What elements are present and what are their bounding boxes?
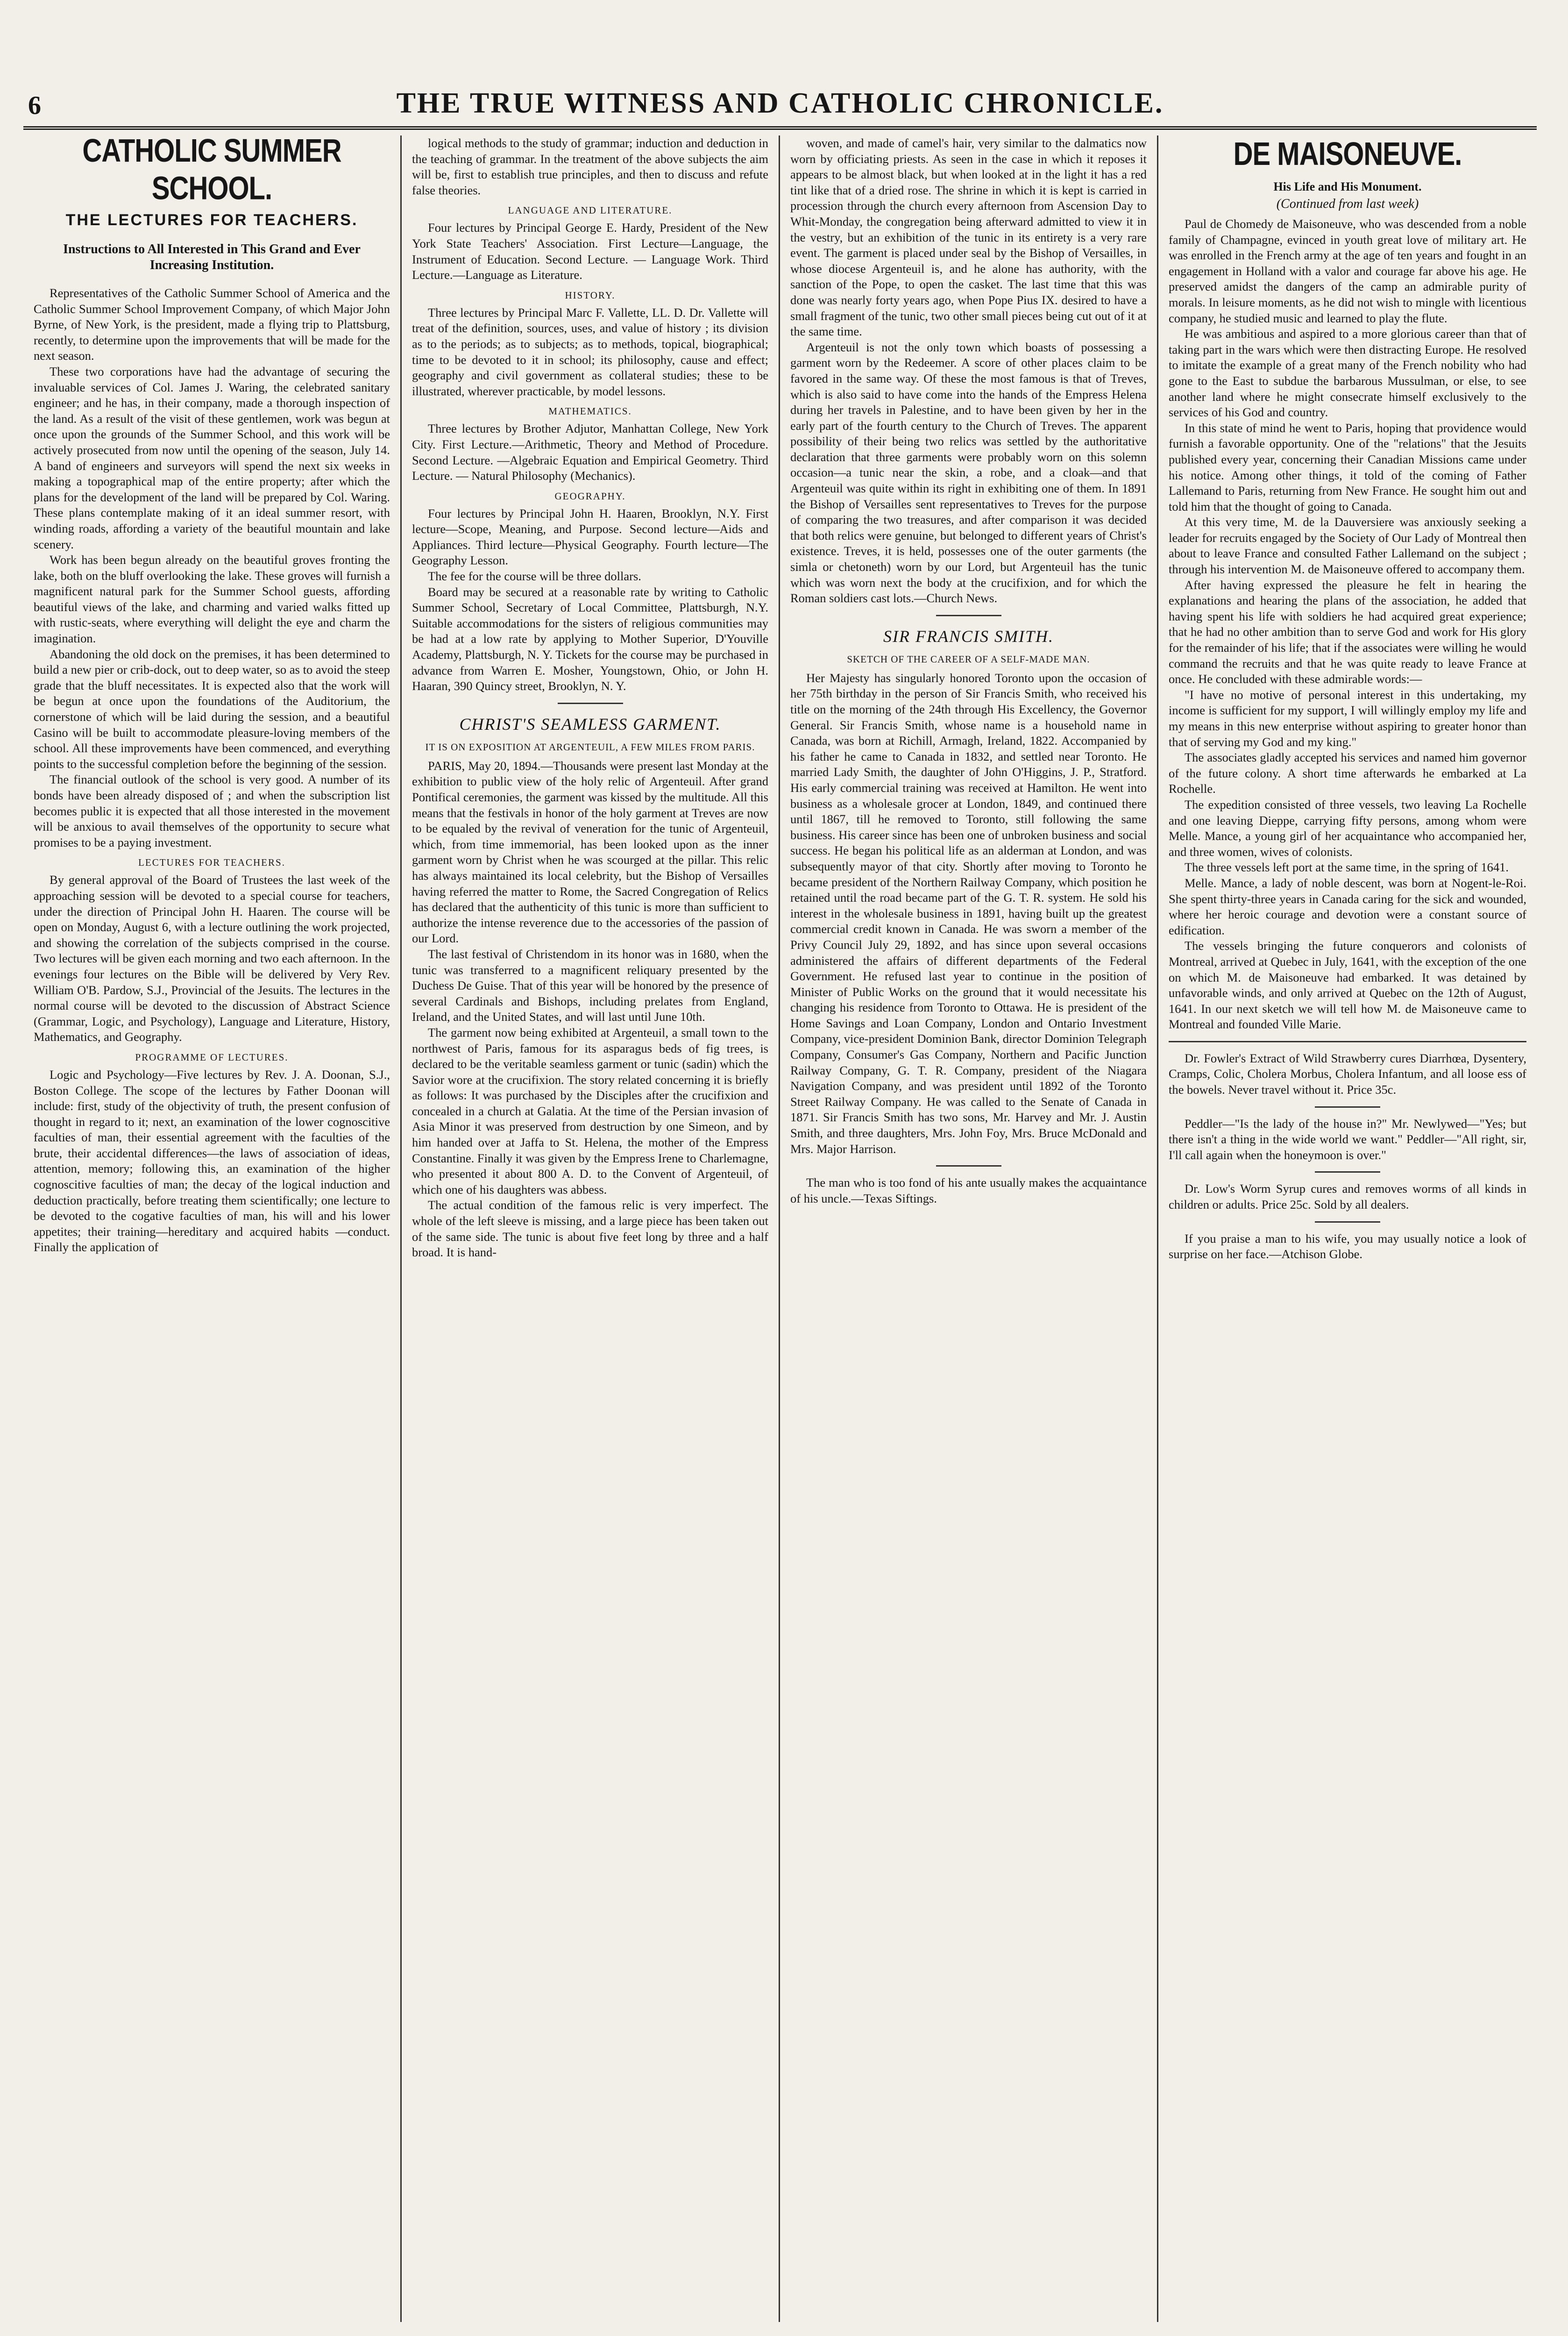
column-2 [402,135,780,2322]
paragraph: Paul de Chomedy de Maisoneuve, who was descended from a noble family of Champagne, evinced in youth great love of military art. He was enrolled in the French army at the age of ten years and fought in an engagement in Holland with a valor and courage far above his age. He preserved amidst the dangers of the camp an admirable purity of morals. In leisure moments, as he did not wish to mingle with licentious company, he studied music and learned to play the flute. [1169,217,1526,325]
masthead [23,70,1537,130]
section-heading: HISTORY. [565,289,616,301]
article-subhead: His Life and His Monument. [1273,180,1422,193]
paragraph: Board may be secured at a reasonable rate by writing to Catholic Summer School, Secretary of Local Committee, Plattsburgh, N.Y. Suitable accommodations for the sisters of religious communities may be had at a low rate by applying to Mother Superior, D'Youville Academy, Plattsburgh, N. Y. Tickets for the course may be purchased in advance from Warren E. Mosher, Youngstown, Ohio, or John H. Haaran, 390 Quincy street, Brooklyn, N. Y. [412,584,768,693]
page-number: 6 [28,91,41,120]
paragraph: By general approval of the Board of Trustees the last week of the approaching session will be devoted to a special course for teachers, under the direction of Principal John H. Haaren. The course will be open on Monday, August 6, with a lecture outlining the work projected, and showing the correlation of the subjects comprised in the course. Two lectures will be given each morning and two each afternoon. In the evenings four lectures on the Bible will be delivered by Very Rev. William O'B. Pardow, S.J., Provincial of the Jesuits. The lectures in the normal course will be devoted to the discussion of Abstract Science (Grammar, Logic, and Psychology), Language and Literature, History, Mathematics, and Geography. [34,873,390,1044]
paragraph: The garment now being exhibited at Argenteuil, a small town to the northwest of Paris, famous for its asparagus beds of fig trees, is declared to be the veritable seamless garment or tunic (sadin) which the Savior wore at the crucifixion. The story related concerning it is briefly as follows: It was purchased by the Disciples after the crucifixion and concealed in a church at Galatia. At the time of the Persian invasion of Asia Minor it was preserved from destruction by one Simeon, and by him handed over at Jaffa to St. Helena, the mother of the Empress Constantine. Finally it was given by the Empress Irene to Charlemagne, who presented it about 800 A. D. to the Convent of Argenteuil, of which one of his daughters was abbess. [412,1025,768,1196]
column-3 [780,135,1158,2322]
divider [1169,1041,1526,1042]
paragraph: The financial outlook of the school is very good. A number of its bonds have been already disposed of ; and when the subscription list becomes public it is expected that all those interested in the movement will be anxious to avail themselves of the opportunity to secure what promises to be a paying investment. [34,772,390,849]
paragraph: Work has been begun already on the beautiful groves fronting the lake, both on the bluff overlooking the lake. These groves will furnish a magnificent natural park for the Summer School guests, affording beautiful views of the lake, and charming and varied walks fitted up with rustic-seats, where everything will delight the eye and charm the imagination. [34,553,390,646]
paragraph: The three vessels left port at the same time, in the spring of 1641. [1185,860,1509,875]
paragraph: Three lectures by Brother Adjutor, Manhattan College, New York City. First Lecture.—Arithmetic, Theory and Method of Procedure. Second Lecture. —Algebraic Equation and Empirical Geometry. Third Lecture. — Natural Philosophy (Mechanics). [412,421,768,483]
paragraph: These two corporations have had the advantage of securing the invaluable services of Col. James J. Waring, the celebrated sanitary engineer; and he has, in their company, made a thorough inspection of the land. As a result of the visit of these gentlemen, work was begun at once upon the grounds of the Summer School, and this work will be actively prosecuted from now until the opening of the season, July 14. A band of engineers and surveyors will spend the next six weeks in making a topographical map of the entire property; after which the plans for the development of the land will be prepared by Col. Waring. These plans contemplate making of it an ideal summer resort, with winding roads, affording a variety of the beautiful mountain and lake scenery. [34,364,390,551]
paragraph: "I have no motive of personal interest in this undertaking, my income is sufficient for my support, I will willingly employ my life and my means in this new enterprise without aspiring to greater honor than that of serving my God and my king." [1169,687,1526,749]
article-subhead: THE LECTURES FOR TEACHERS. [65,211,358,229]
section-heading: GEOGRAPHY. [554,490,626,502]
article-headline: SIR FRANCIS SMITH. [883,627,1054,646]
paragraph: He was ambitious and aspired to a more glorious career than that of taking part in the wars which were then distracting Europe. He resolved to imitate the example of a great many of the French nobility who had gone to the East to subdue the barbarous Mussulman, or else, to see another land where he might consecrate himself exclusively to the services of his God and country. [1169,327,1526,420]
paragraph: The associates gladly accepted his services and named him governor of the future colony. A short time afterwards he embarked at La Rochelle. [1169,750,1526,796]
article-dateline: SKETCH OF THE CAREER OF A SELF-MADE MAN. [847,653,1090,665]
divider [936,615,1001,616]
column-4 [1158,135,1537,2322]
section-heading: PROGRAMME OF LECTURES. [135,1051,289,1063]
article-deck: Instructions to All Interested in This Grand and Ever Increasing Institution. [63,242,361,272]
paragraph: woven, and made of camel's hair, very similar to the dalmatics now worn by officiating priests. As seen in the case in which it reposes it appears to be almost black, but when looked at in the light it has a red tint like that of a dried rose. The shrine in which it is kept is carried in procession through the church every afternoon from Ascension Day to Whit-Monday, the congregation being afterward admitted to view it in the vestry, but an exhibition of the tunic in its entirety is a very rare event. The garment is placed under seal by the Bishop of Versailles, in whose diocese Argenteuil is, and he alone has authority, with the sanction of the Pope, to open the casket. The last time that this was done was nearly forty years ago, when Pope Pius IX. desired to have a small fragment of the tunic, two other small pieces being cut out of it at the same time. [790,136,1147,339]
divider [558,703,623,704]
paragraph: Abandoning the old dock on the premises, it has been determined to build a new pier or crib-dock, out to deep water, so as to avoid the steep grade that the bluff necessitates. It is expected also that the work will be begun at once upon the foundations of the Auditorium, the cornerstone of which will be laid during the session, and a beautiful Casino will be built to accommodate pleasure-loving members of the school. All these improvements have been commenced, and everything points to the successful completion before the beginning of the session. [34,647,390,771]
article-headline: CATHOLIC SUMMER SCHOOL. [82,135,341,207]
advertisement: Dr. Fowler's Extract of Wild Strawberry cures Diarrhœa, Dysentery, Cramps, Colic, Cholera Morbus, Cholera Infantum, and all loose ess of the bowels. Never travel without it. Price 35c. [1169,1051,1526,1097]
article-headline: CHRIST'S SEAMLESS GARMENT. [459,714,721,734]
paragraph: Melle. Mance, a lady of noble descent, was born at Nogent-le-Roi. She spent thirty-three years in Canada caring for the sick and wounded, where her heroic courage and devotion were a constant source of edification. [1169,876,1526,937]
paragraph: The fee for the course will be three dollars. [428,569,641,584]
paragraph: Four lectures by Principal George E. Hardy, President of the New York State Teachers' Association. First Lecture—Language, the Instrument of Education. Second Lecture. — Language Work. Third Lecture.—Language as Literature. [412,221,768,282]
paragraph: The man who is too fond of his ante usually makes the acquaintance of his uncle.—Texas Siftings. [790,1175,1147,1205]
advertisement: If you praise a man to his wife, you may usually notice a look of surprise on her face.—Atchison Globe. [1169,1231,1526,1261]
paragraph: After having expressed the pleasure he felt in hearing the explanations and hearing the plans of the association, he added that having spent his life with soldiers he had acquired great experience; that he had no other ambition than to serve God and work for His glory for the remainder of his life; that if the associates were willing he would command the recruits and that he was quite ready to leave France at once. He concluded with these admirable words:— [1169,577,1526,686]
continued-note: (Continued from last week) [1276,197,1419,211]
paragraph: In this state of mind he went to Paris, hoping that providence would furnish a favorable opportunity. One of the "relations" that the Jesuits published every year, concerning their Canadian Missions came under his notice. Among other things, it told of the coming of Father Lallemand to Paris, returning from New France. He sought him out and told him that the thought of going to Canada. [1169,420,1526,513]
paragraph: logical methods to the study of grammar; induction and deduction in the teaching of grammar. In the treatment of the above subjects the aim will be, first to establish true principles, and then to discuss and refute false theories. [412,136,768,197]
paragraph: The expedition consisted of three vessels, two leaving La Rochelle and one leaving Dieppe, carrying fifty persons, among whom were Melle. Mance, a young girl of her acquaintance who accompanied her, and three women, wives of colonists. [1169,797,1526,859]
newspaper-title: THE TRUE WITNESS AND CATHOLIC CHRONICLE. [396,87,1164,119]
paragraph: The actual condition of the famous relic is very imperfect. The whole of the left sleeve is missing, and a large piece has been taken out of the same side. The tunic is about five feet long by three and a half broad. It is hand- [412,1198,768,1260]
paragraph: Her Majesty has singularly honored Toronto upon the occasion of her 75th birthday in the person of Sir Francis Smith, who received his title on the morning of the 24th through His Excellency, the Governor General. Sir Francis Smith, whose name is a household name in Canada, was born at Richill, Armagh, Ireland, 1822. Accompanied by his father he came to Canada in 1832, and settled near Toronto. He married Lady Smith, the daughter of John O'Higgins, J. P., Stratford. His early commercial training was received at Hamilton. He went into business as a wholesale grocer at London, 1849, and continued there until 1867, till he removed to Toronto, still following the same business. His career since has been one of unbroken business and social success. He began his political life as an alderman at London, and was subsequently mayor of that city. Shortly after moving to Toronto he became president of the Northern Railway Company, which position he retained until the road became part of the G. T. R. system. He sold his interest in the wholesale business in 1891, having built up the greatest commercial credit known in Canada. He was sworn a member of the Privy Council July 29, 1892, and has since upon several occasions administered the affairs of different departments of the Federal Government. He refused last year to continue in the position of Minister of Public Works on the ground that it would necessitate his changing his residence from Toronto to Ottawa. He is president of the Home Savings and Loan Company, London and Ontario Investment Company, vice-president Dominion Bank, director Dominion Telegraph Company, Consumer's Gas Company, Northern and Pacific Junction Railway Company, G. T. R. Company, president of the Niagara Navigation Company, and was president until 1892 of the Toronto Street Railway Company. He was called to the Senate of Canada in 1871. Sir Francis Smith has two sons, Mr. Harvey and Mr. J. Austin Smith, and three daughters, Mrs. John Foy, Mrs. Bruce McDonald and Mrs. Major Harrison. [790,670,1147,1156]
paragraph: Argenteuil is not the only town which boasts of possessing a garment worn by the Redeemer. A score of other places claim to be favored in the same way. Of these the most famous is that of Treves, which is also said to have come into the hands of the Empress Helena during her travels in Palestine, and to have been given by her in the early part of the fourth century to the Church of Treves. The apparent possibility of their being two relics was settled by the authoritative declaration that three garments were probably worn on this solemn occasion—a tunic near the skin, a robe, and a cloak—and that Argenteuil was quite within its right in exhibiting one of them. In 1891 the Bishop of Versailles sent representatives to Treves for the purpose of comparing the two treasures, and after comparison it was decided that both relics were genuine, but belonged to different years of Christ's existence. Treves, it is held, possesses one of the outer garments (the simla or chetoneth) worn by our Lord, but Argenteuil has the tunic which was worn next the body at the crucifixion, and for which the Roman soldiers cast lots.—Church News. [790,340,1147,605]
paragraph: Logic and Psychology—Five lectures by Rev. J. A. Doonan, S.J., Boston College. The scope of the lectures by Father Doonan will include: first, study of the objectivity of truth, the present confusion of thought in regard to it; next, an examination of the lower cognoscitive faculties of man, their essential agreement with the faculties of the brute, their accidental differences—the laws of association of ideas, attention, memory; following this, an examination of the higher cognoscitive faculties of man; the decay of the logical induction and deduction practically, before treating them scientifically; one lecture to be devoted to the cogative faculties of man, his will and his lower appetites; their training—hereditary and acquired habits —conduct. Finally the application of [34,1067,390,1254]
paragraph: Three lectures by Principal Marc F. Vallette, LL. D. Dr. Vallette will treat of the definition, sources, uses, and value of history ; its division as to the periods; as to subjects; as to methods, topical, biographical; time to be devoted to it in school; its philosophy, cause and effect; geography and civil government as collateral studies; these to be illustrated, wherever practicable, by model lessons. [412,305,768,398]
paragraph: The vessels bringing the future conquerors and colonists of Montreal, arrived at Quebec in July, 1641, with the exception of the one on which M. de Maisoneuve had embarked. It was detained by unfavorable winds, and only arrived at Quebec on the 12th of August, 1641. In our next sketch we will tell how M. de Maisoneuve came to Montreal and founded Ville Marie. [1169,939,1526,1032]
divider [936,1165,1001,1167]
article-dateline: IT IS ON EXPOSITION AT ARGENTEUIL, A FEW MILES FROM PARIS. [425,741,755,753]
paragraph: The last festival of Christendom in its honor was in 1680, when the tunic was transferred to a magnificent reliquary presented by the Duchess De Guise. That of this year will be honored by the presence of several Cardinals and Bishops, including prelates from England, Ireland, and the United States, and will last until June 10th. [412,947,768,1024]
paragraph: Representatives of the Catholic Summer School of America and the Catholic Summer School Improvement Company, of which Major John Byrne, of New York, is the president, made a flying trip to Plattsburg, recently, to determine upon the improvements that will be made for the next season. [34,286,390,363]
column-1 [23,135,402,2322]
paragraph: PARIS, May 20, 1894.—Thousands were present last Monday at the exhibition to public view of the holy relic of Argenteuil. After grand Pontifical ceremonies, the garment was kissed by the multitude. All this means that the festivals in honor of the holy garment at Treves are now to be equaled by the revival of veneration for the tunic of Argenteuil, which, from time immemorial, has been looked upon as the inner garment worn by Christ when he was scourged at the pillar. This relic has always maintained its local celebrity, but the Bishop of Versailles having referred the matter to Rome, the Sacred Congregation of Relics has declared that the authenticity of this tunic is more than sufficient to authorize the intense reverence due to the accessories of the passion of our Lord. [412,758,768,946]
divider [1315,1171,1380,1173]
advertisement: Dr. Low's Worm Syrup cures and removes worms of all kinds in children or adults. Price 25c. Sold by all dealers. [1169,1182,1526,1212]
article-headline: DE MAISONEUVE. [1233,135,1462,172]
paragraph: At this very time, M. de la Dauversiere was anxiously seeking a leader for recruits engaged by the Society of Our Lady of Montreal then about to leave France and consulted Father Lallemand on the subject ; through his intervention M. de Maisoneuve offered to accompany them. [1169,515,1526,577]
section-heading: MATHEMATICS. [548,406,632,417]
paragraph: Four lectures by Principal John H. Haaren, Brooklyn, N.Y. First lecture—Scope, Meaning, and Purpose. Second lecture—Aids and Appliances. Third lecture—Physical Geography. Fourth lecture—The Geography Lesson. [412,506,768,568]
divider [1315,1221,1380,1223]
section-heading: LECTURES FOR TEACHERS. [138,857,285,869]
article-columns [23,135,1537,2322]
advertisement: Peddler—"Is the lady of the house in?" Mr. Newlywed—"Yes; but there isn't a thing in the wide world we want." Peddler—"All right, sir, I'll call again when the honeymoon is over." [1169,1116,1526,1162]
divider [1315,1106,1380,1108]
section-heading: LANGUAGE AND LITERATURE. [508,205,673,216]
